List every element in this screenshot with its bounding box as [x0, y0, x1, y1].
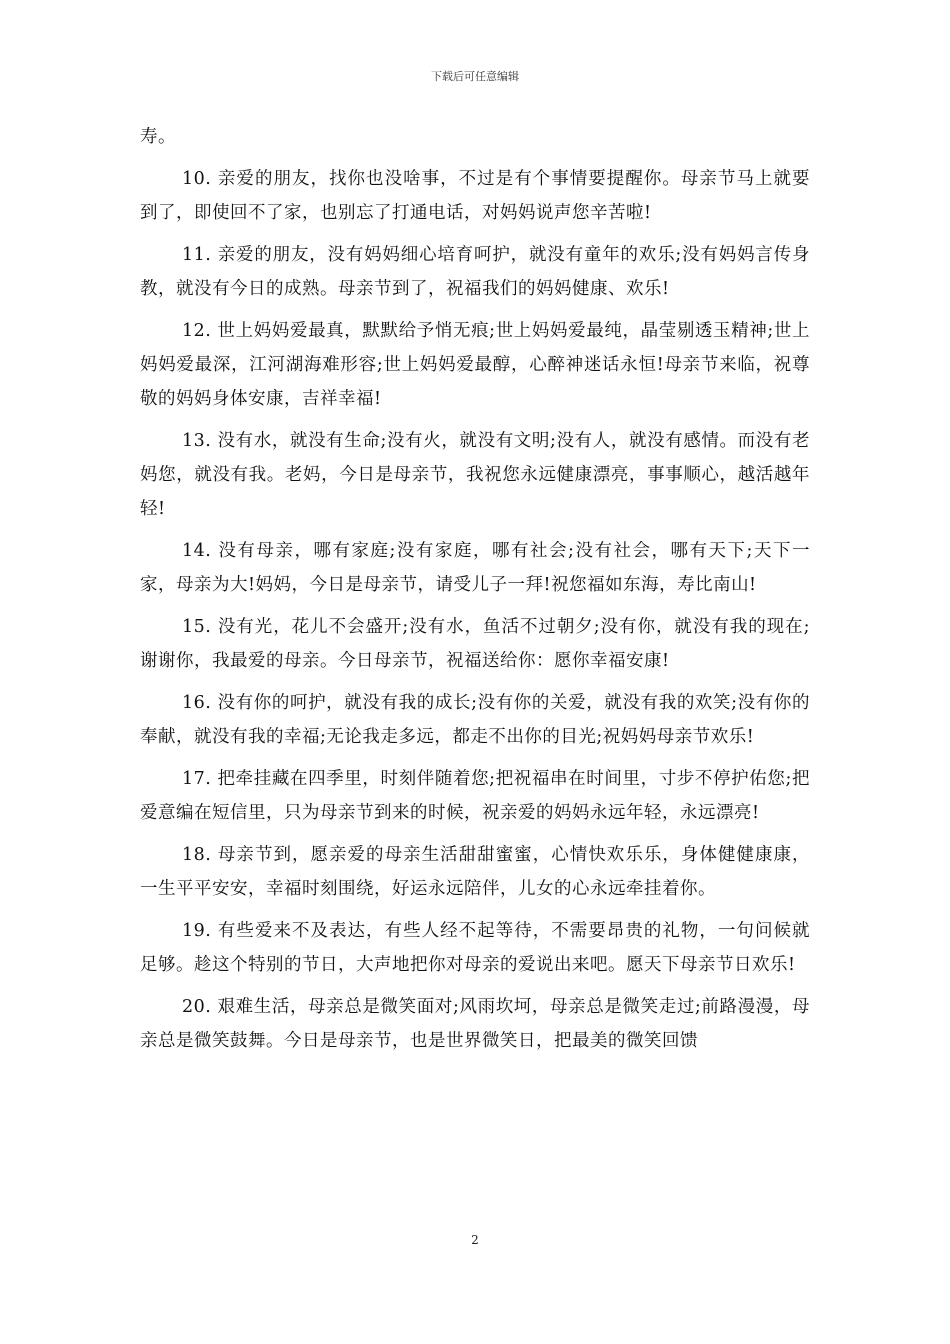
page-number: 2	[471, 1233, 479, 1247]
list-item: 11. 亲爱的朋友，没有妈妈细心培育呵护，就没有童年的欢乐;没有妈妈言传身教，就没有今日的成熟。母亲节到了，祝福我们的妈妈健康、欢乐!	[140, 245, 810, 299]
list-item: 19. 有些爱来不及表达，有些人经不起等待，不需要昂贵的礼物，一句问候就足够。趁这个特别的节日，大声地把你对母亲的爱说出来吧。愿天下母亲节日欢乐!	[140, 921, 810, 975]
document-body	[140, 120, 810, 1066]
list-item: 20. 艰难生活，母亲总是微笑面对;风雨坎坷，母亲总是微笑走过;前路漫漫，母亲总是微笑鼓舞。今日是母亲节，也是世界微笑日，把最美的微笑回馈	[140, 997, 810, 1051]
list-item: 13. 没有水，就没有生命;没有火，就没有文明;没有人，就没有感情。而没有老妈您，就没有我。老妈，今日是母亲节，我祝您永远健康漂亮，事事顺心，越活越年轻!	[140, 431, 810, 519]
list-item: 16. 没有你的呵护，就没有我的成长;没有你的关爱，就没有我的欢笑;没有你的奉献，就没有我的幸福;无论我走多远，都走不出你的目光;祝妈妈母亲节欢乐!	[140, 693, 810, 747]
continuation-paragraph: 寿。	[140, 127, 176, 147]
list-item: 10. 亲爱的朋友，找你也没啥事，不过是有个事情要提醒你。母亲节马上就要到了，即使回不了家，也别忘了打通电话，对妈妈说声您辛苦啦!	[140, 169, 810, 223]
list-item: 12. 世上妈妈爱最真，默默给予悄无痕;世上妈妈爱最纯，晶莹剔透玉精神;世上妈妈爱最深，江河湖海难形容;世上妈妈爱最醇，心醉神迷话永恒!母亲节来临，祝尊敬的妈妈身体安康，吉祥幸福!	[140, 321, 810, 409]
list-item: 17. 把牵挂藏在四季里，时刻伴随着您;把祝福串在时间里，寸步不停护佑您;把爱意编在短信里，只为母亲节到来的时候，祝亲爱的妈妈永远年轻，永远漂亮!	[140, 769, 810, 823]
list-item: 18. 母亲节到，愿亲爱的母亲生活甜甜蜜蜜，心情快欢乐乐，身体健健康康，一生平平安安，幸福时刻围绕，好运永远陪伴，儿女的心永远牵挂着你。	[140, 845, 810, 899]
list-item: 15. 没有光，花儿不会盛开;没有水，鱼活不过朝夕;没有你，就没有我的现在;谢谢你，我最爱的母亲。今日母亲节，祝福送给你：愿你幸福安康!	[140, 617, 810, 671]
list-item: 14. 没有母亲，哪有家庭;没有家庭，哪有社会;没有社会，哪有天下;天下一家，母亲为大!妈妈，今日是母亲节，请受儿子一拜!祝您福如东海，寿比南山!	[140, 541, 810, 595]
page-header: 下载后可任意编辑	[431, 70, 519, 83]
